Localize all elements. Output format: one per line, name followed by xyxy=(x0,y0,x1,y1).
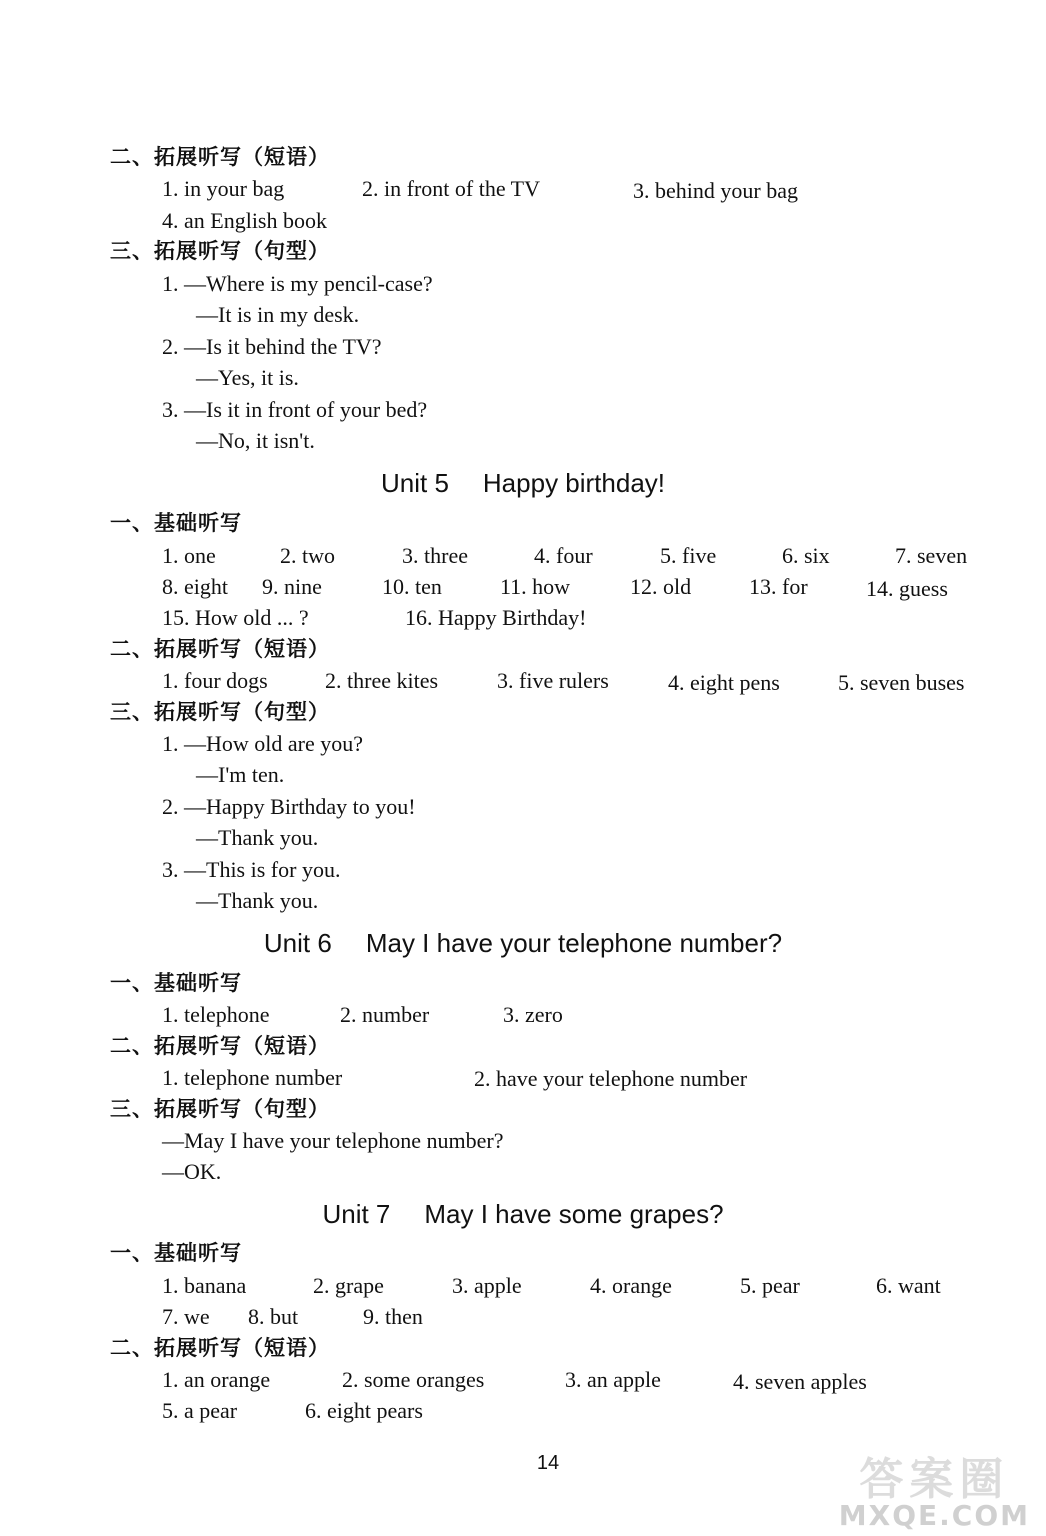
word-item: 3. three xyxy=(402,543,468,568)
word-item: 4. orange xyxy=(590,1273,672,1298)
phrase-item: 2. three kites xyxy=(325,668,439,693)
dialog-line: —Thank you. xyxy=(196,888,319,913)
phrase-item: 2. have your telephone number xyxy=(474,1066,748,1091)
section-heading-basic: 一、基础听写 xyxy=(110,971,242,995)
dialog-line: —Yes, it is. xyxy=(196,365,299,390)
phrase-item: 1. in your bag xyxy=(162,176,285,201)
phrase-item: 2. in front of the TV xyxy=(362,176,541,201)
dialog-line: 1. —How old are you? xyxy=(162,731,364,756)
word-item: 3. zero xyxy=(503,1002,563,1027)
dialog-line: 3. —Is it in front of your bed? xyxy=(162,397,428,422)
section-heading-phrases: 二、拓展听写（短语） xyxy=(110,637,330,661)
word-item: 7. we xyxy=(162,1304,210,1329)
word-item: 7. seven xyxy=(895,543,968,568)
phrase-item: 1. four dogs xyxy=(162,668,268,693)
word-item: 8. eight xyxy=(162,574,228,599)
section-heading-sentences: 三、拓展听写（句型） xyxy=(110,1097,330,1121)
unit-6-title xyxy=(0,926,1046,960)
phrase-item: 3. behind your bag xyxy=(633,178,798,203)
phrase-item: 1. an orange xyxy=(162,1367,271,1392)
section-heading-sentences: 三、拓展听写（句型） xyxy=(110,700,330,724)
phrase-item: 1. telephone number xyxy=(162,1065,343,1090)
phrase-item: 2. some oranges xyxy=(342,1367,485,1392)
dialog-line: 3. —This is for you. xyxy=(162,857,341,882)
section-heading-phrases: 二、拓展听写（短语） xyxy=(110,1336,330,1360)
phrase-item: 4. an English book xyxy=(162,208,327,233)
word-item: 5. five xyxy=(660,543,717,568)
section-heading-sentences: 三、拓展听写（句型） xyxy=(110,239,330,263)
dialog-line: 2. —Is it behind the TV? xyxy=(162,334,382,359)
unit-6-number: Unit 6 xyxy=(263,928,332,958)
phrase-item: 5. a pear xyxy=(162,1398,238,1423)
watermark-logo xyxy=(838,1454,1030,1532)
dialog-line: —I'm ten. xyxy=(196,762,285,787)
unit-5-name: Happy birthday! xyxy=(482,468,666,498)
unit-5-number: Unit 5 xyxy=(380,468,449,498)
phrase-item: 3. an apple xyxy=(565,1367,661,1392)
watermark-top: 答案圈 xyxy=(859,1454,1010,1505)
word-item: 14. guess xyxy=(866,576,948,601)
word-item: 10. ten xyxy=(382,574,442,599)
section-heading-phrases: 二、拓展听写（短语） xyxy=(110,145,330,169)
phrase-item: 5. seven buses xyxy=(838,670,965,695)
word-item: 9. then xyxy=(363,1304,423,1329)
dialog-line: —It is in my desk. xyxy=(196,302,360,327)
word-item: 12. old xyxy=(630,574,692,599)
word-item: 2. number xyxy=(340,1002,430,1027)
page-number: 14 xyxy=(536,1452,560,1474)
phrase-item: 4. eight pens xyxy=(668,670,780,695)
dialog-line: —No, it isn't. xyxy=(196,428,315,453)
unit-7-name: May I have some grapes? xyxy=(424,1199,724,1229)
word-item: 4. four xyxy=(534,543,593,568)
dialog-line: —OK. xyxy=(162,1159,222,1184)
word-item: 16. Happy Birthday! xyxy=(405,605,587,630)
word-item: 2. grape xyxy=(313,1273,384,1298)
phrase-item: 4. seven apples xyxy=(733,1369,867,1394)
word-item: 13. for xyxy=(749,574,808,599)
unit-7-title xyxy=(0,1197,1046,1231)
word-item: 3. apple xyxy=(452,1273,522,1298)
word-item: 1. one xyxy=(162,543,216,568)
unit-5-title xyxy=(0,466,1046,500)
phrase-item: 6. eight pears xyxy=(305,1398,423,1423)
watermark-bottom: MXQE.COM xyxy=(838,1499,1030,1532)
dialog-line: 1. —Where is my pencil-case? xyxy=(162,271,433,296)
word-item: 11. how xyxy=(500,574,571,599)
word-item: 1. telephone xyxy=(162,1002,270,1027)
dialog-line: —Thank you. xyxy=(196,825,319,850)
word-item: 8. but xyxy=(248,1304,299,1329)
word-item: 6. six xyxy=(782,543,830,568)
word-item: 1. banana xyxy=(162,1273,247,1298)
word-item: 15. How old ... ? xyxy=(162,605,309,630)
section-heading-basic: 一、基础听写 xyxy=(110,511,242,535)
word-item: 9. nine xyxy=(262,574,322,599)
section-heading-basic: 一、基础听写 xyxy=(110,1241,242,1265)
unit-6-name: May I have your telephone number? xyxy=(365,928,783,958)
word-item: 6. want xyxy=(876,1273,941,1298)
word-item: 5. pear xyxy=(740,1273,800,1298)
unit-7-number: Unit 7 xyxy=(322,1199,391,1229)
word-item: 2. two xyxy=(280,543,335,568)
dialog-line: 2. —Happy Birthday to you! xyxy=(162,794,416,819)
dialog-line: —May I have your telephone number? xyxy=(162,1128,504,1153)
phrase-item: 3. five rulers xyxy=(497,668,609,693)
section-heading-phrases: 二、拓展听写（短语） xyxy=(110,1034,330,1058)
